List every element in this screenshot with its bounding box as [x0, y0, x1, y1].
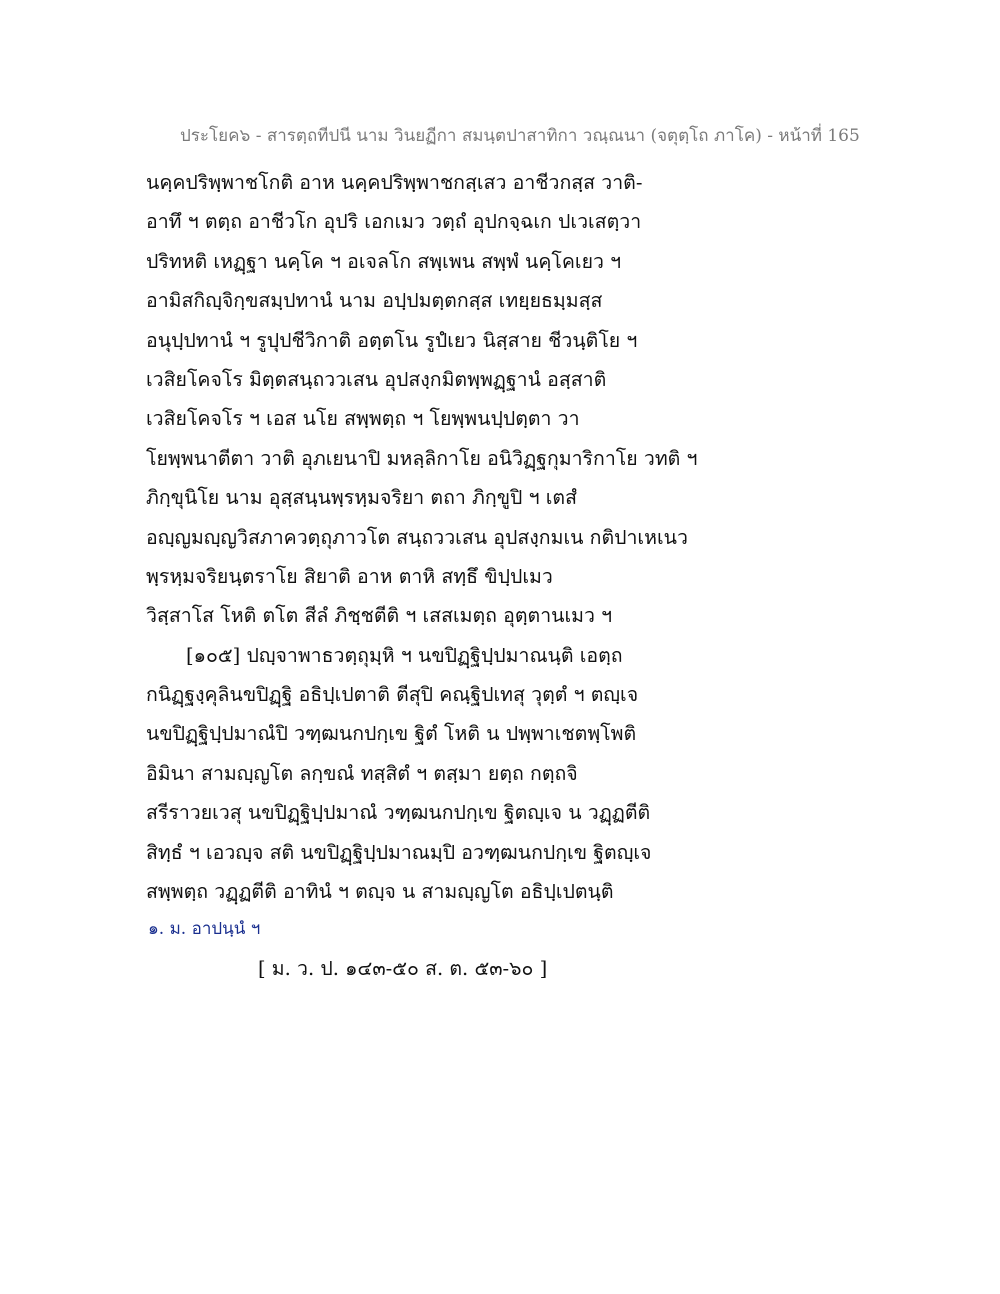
text-line: กนิฏฺฐงฺคุลินขปิฏฺฐิ อธิปฺเปตาติ ตีสุปิ คณฺฐิปเทสุ วุตฺตํ ฯ ตญฺเจ	[146, 683, 639, 707]
text-line: เวสิยโคจโร ฯ เอส นโย สพฺพตฺถ ฯ โยพฺพนปฺปตฺตา วา	[146, 407, 580, 431]
body-text	[146, 163, 866, 911]
text-line: สพฺพตฺถ วฏฺฏตีติ อาทินํ ฯ ตญฺจ น สามญฺญโต อธิปฺเปตนฺติ	[146, 880, 614, 904]
running-header: ประโยค๖ - สารตฺถทีปนี นาม วินยฏีกา สมนฺตปาสาทิกา วณฺณนา (จตุตฺโถ ภาโค) - หน้าที่ 165	[180, 126, 860, 146]
text-line: ภิกฺขุนิโย นาม อุสฺสนฺนพฺรหฺมจริยา ตถา ภิกฺขูปิ ฯ เตสํ	[146, 486, 577, 510]
paragraph-start-line: [๑๐๕] ปญฺจาพาธวตฺถุมฺหิ ฯ นขปิฏฺฐิปฺปมาณนฺติ เอตฺถ	[186, 643, 623, 667]
text-line: อามิสกิญฺจิกฺขสมฺปทานํ นาม อปฺปมตฺตกสฺส เทยฺยธมฺมสฺส	[146, 289, 603, 313]
text-line: วิสฺสาโส โหติ ตโต สีลํ ภิชฺชตีติ ฯ เสสเมตฺถ อุตฺตานเมว ฯ	[146, 604, 613, 628]
footnote: ๑. ม. อาปนฺนํ ฯ	[148, 919, 261, 939]
text-line: ปริทหติ เหฏฺฐา นคฺโค ฯ อเจลโก สพฺเพน สพฺพํ นคฺโคเยว ฯ	[146, 249, 622, 273]
text-line: อนุปฺปทานํ ฯ รูปุปชีวิกาติ อตฺตโน รูปํเยว นิสฺสาย ชีวนฺติโย ฯ	[146, 328, 638, 352]
text-line: พฺรหฺมจริยนฺตราโย สิยาติ อาห ตาหิ สทฺธึ ขิปฺปเมว	[146, 564, 553, 588]
text-line: สรีราวยเวสุ นขปิฏฺฐิปฺปมาณํ วฑฺฒนกปกฺเข ฐิตญฺเจ น วฏฺฏตีติ	[146, 801, 651, 825]
text-line: อาทึ ฯ ตตฺถ อาชีวโก อุปริ เอกเมว วตฺถํ อุปกจฺฉเก ปเวเสตฺวา	[146, 210, 642, 234]
text-line: เวสิยโคจโร มิตฺตสนฺถววเสน อุปสงฺกมิตพฺพฏฺฐานํ อสฺสาติ	[146, 367, 607, 391]
text-line: อิมินา สามญฺญโต ลกฺขณํ ทสฺสิตํ ฯ ตสฺมา ยตฺถ กตฺถจิ	[146, 761, 578, 785]
text-line: อญฺญมญฺญวิสภาควตฺถุภาวโต สนฺถววเสน อุปสงฺกมเน กติปาเหเนว	[146, 525, 688, 549]
text-line: สิทฺธํ ฯ เอวญฺจ สติ นขปิฏฺฐิปฺปมาณมฺปิ อวฑฺฒนกปกฺเข ฐิตญฺเจ	[146, 840, 652, 864]
source-reference: [ ม. ว. ป. ๑๔๓-๕๐ ส. ต. ๕๓-๖๐ ]	[258, 957, 548, 980]
text-line: นคฺคปริพฺพาชโกติ อาห นคฺคปริพฺพาชกสฺเสว อาชีวกสฺส วาติ-	[146, 171, 643, 194]
text-line: โยพฺพนาตีตา วาติ อุภเยนาปิ มหลฺลิกาโย อนิวิฏฺฐกุมาริกาโย วทติ ฯ	[146, 446, 698, 470]
text-line: นขปิฏฺฐิปฺปมาณํปิ วฑฺฒนกปกฺเข ฐิตํ โหติ น ปพฺพาเชตพฺโพติ	[146, 722, 637, 746]
